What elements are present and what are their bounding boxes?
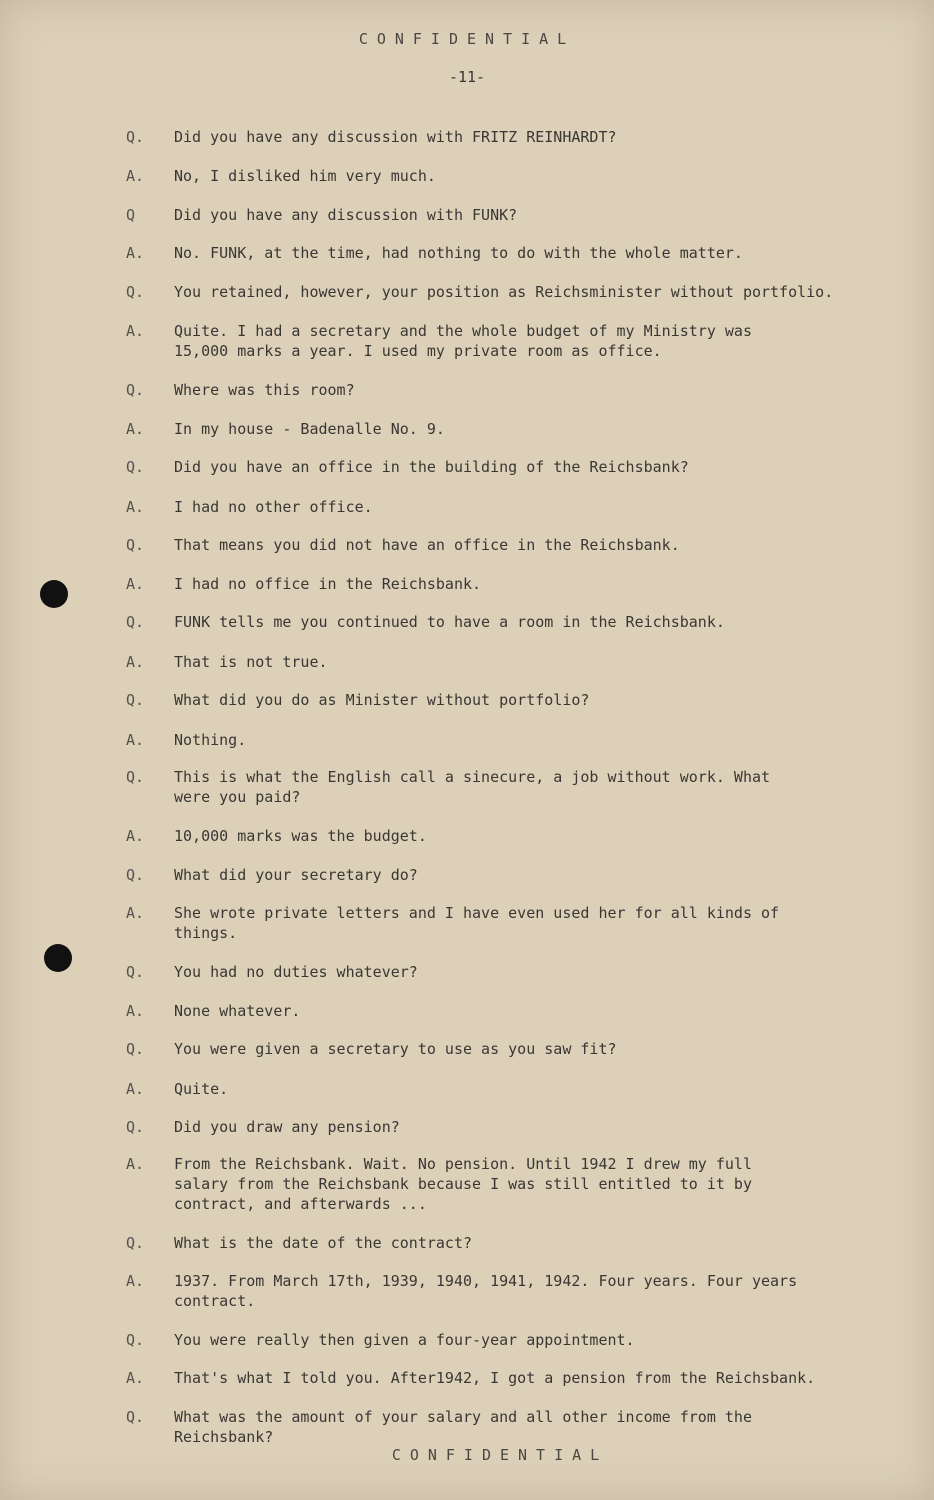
line-text: From the Reichsbank. Wait. No pension. Until 1942 I drew my full salary from the Reichsbank because I was still entitled to it by contract, and afterwards ... <box>174 1155 752 1213</box>
line-text: You had no duties whatever? <box>174 963 418 981</box>
line-text: 1937. From March 17th, 1939, 1940, 1941, 1942. Four years. Four years contract. <box>174 1272 798 1310</box>
speaker-label: Q. <box>126 1331 145 1349</box>
line-text: I had no office in the Reichsbank. <box>174 575 482 593</box>
speaker-label: Q. <box>126 768 145 786</box>
footer-classification: CONFIDENTIAL <box>391 1446 609 1464</box>
line-text: You were given a secretary to use as you saw fit? <box>174 1040 617 1058</box>
speaker-label: Q. <box>126 691 145 709</box>
line-text: Did you have any discussion with FUNK? <box>174 206 518 224</box>
speaker-label: A. <box>126 1272 145 1290</box>
speaker-label: A. <box>126 653 145 671</box>
line-text: That means you did not have an office in the Reichsbank. <box>174 536 680 554</box>
speaker-label: Q. <box>126 613 145 631</box>
speaker-label: Q <box>126 206 136 224</box>
line-text: This is what the English call a sinecure, a job without work. What were you paid? <box>174 768 771 806</box>
speaker-label: A. <box>126 244 145 262</box>
speaker-label: Q. <box>126 458 145 476</box>
line-text: What did your secretary do? <box>174 866 418 884</box>
line-text: Quite. <box>174 1080 229 1098</box>
speaker-label: Q. <box>126 536 145 554</box>
punch-hole-lower <box>44 944 72 972</box>
line-text: No. FUNK, at the time, had nothing to do with the whole matter. <box>174 244 743 262</box>
speaker-label: A. <box>126 1080 145 1098</box>
line-text: What did you do as Minister without portfolio? <box>174 691 590 709</box>
speaker-label: A. <box>126 1155 145 1173</box>
line-text: Did you draw any pension? <box>174 1118 400 1136</box>
line-text: She wrote private letters and I have even used her for all kinds of things. <box>174 904 780 942</box>
speaker-label: A. <box>126 575 145 593</box>
line-text: In my house - Badenalle No. 9. <box>174 420 445 438</box>
speaker-label: A. <box>126 322 145 340</box>
punch-hole-upper <box>40 580 68 608</box>
line-text: You were really then given a four-year appointment. <box>174 1331 635 1349</box>
speaker-label: A. <box>126 827 145 845</box>
line-text: What is the date of the contract? <box>174 1234 473 1252</box>
speaker-label: A. <box>126 420 145 438</box>
line-text: Nothing. <box>174 731 247 749</box>
speaker-label: Q. <box>126 1408 145 1426</box>
line-text: 10,000 marks was the budget. <box>174 827 427 845</box>
header-classification: CONFIDENTIAL <box>358 30 576 48</box>
line-text: None whatever. <box>174 1002 301 1020</box>
speaker-label: Q. <box>126 381 145 399</box>
speaker-label: A. <box>126 904 145 922</box>
speaker-label: A. <box>126 167 145 185</box>
speaker-label: Q. <box>126 1040 145 1058</box>
line-text: Did you have any discussion with FRITZ REINHARDT? <box>174 128 617 146</box>
line-text: That is not true. <box>174 653 328 671</box>
line-text: You retained, however, your position as Reichsminister without portfolio. <box>174 283 834 301</box>
line-text: That's what I told you. After1942, I got a pension from the Reichsbank. <box>174 1369 816 1387</box>
line-text: Quite. I had a secretary and the whole budget of my Ministry was 15,000 marks a year. I used my private room as office. <box>174 322 752 360</box>
line-text: No, I disliked him very much. <box>174 167 436 185</box>
speaker-label: Q. <box>126 963 145 981</box>
speaker-label: A. <box>126 498 145 516</box>
line-text: FUNK tells me you continued to have a room in the Reichsbank. <box>174 613 725 631</box>
speaker-label: Q. <box>126 866 145 884</box>
speaker-label: A. <box>126 1369 145 1387</box>
line-text: Where was this room? <box>174 381 355 399</box>
line-text: What was the amount of your salary and all other income from the Reichsbank? <box>174 1408 752 1446</box>
speaker-label: A. <box>126 1002 145 1020</box>
page-number: -11- <box>448 68 486 86</box>
line-text: I had no other office. <box>174 498 373 516</box>
speaker-label: A. <box>126 731 145 749</box>
speaker-label: Q. <box>126 128 145 146</box>
speaker-label: Q. <box>126 283 145 301</box>
speaker-label: Q. <box>126 1118 145 1136</box>
speaker-label: Q. <box>126 1234 145 1252</box>
line-text: Did you have an office in the building of the Reichsbank? <box>174 458 689 476</box>
